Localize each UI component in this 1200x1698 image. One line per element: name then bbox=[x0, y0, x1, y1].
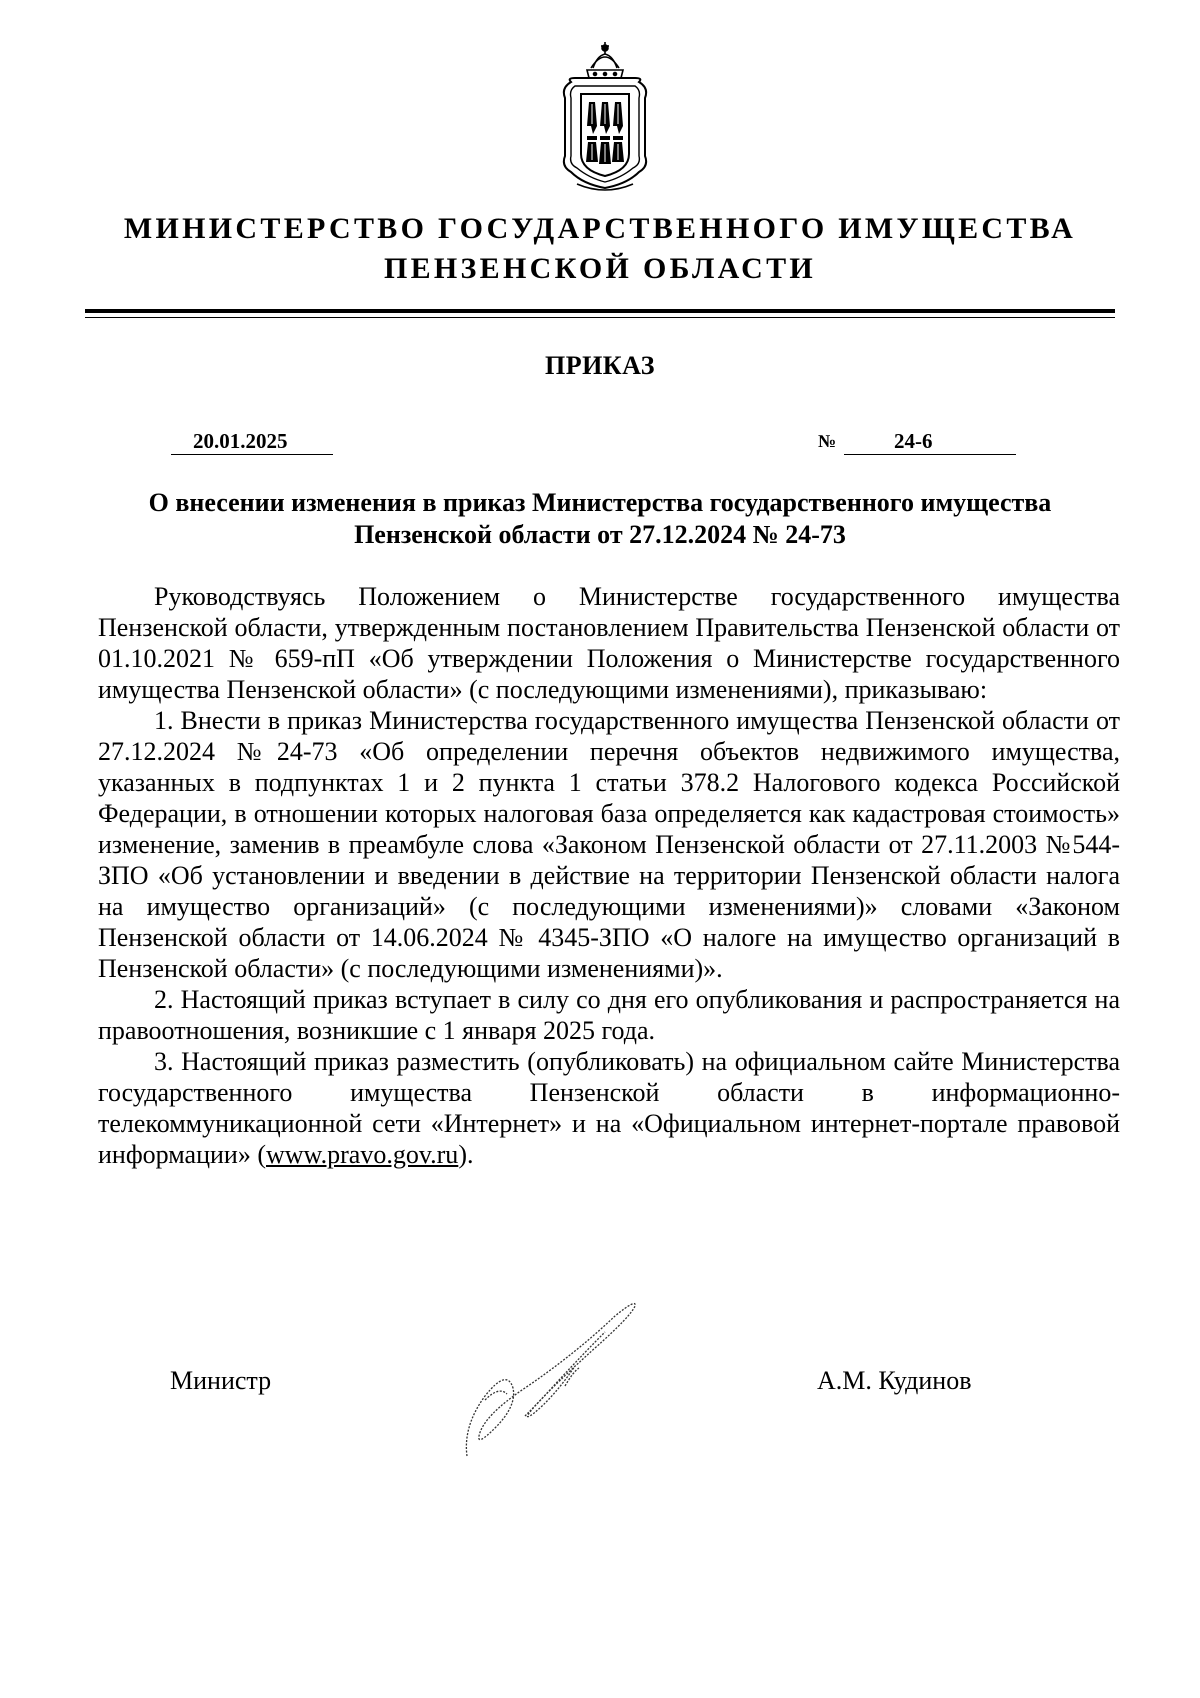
order-date: 20.01.2025 bbox=[171, 428, 333, 455]
ministry-name-line2: ПЕНЗЕНСКОЙ ОБЛАСТИ bbox=[383, 252, 817, 285]
header-rule-thin bbox=[85, 317, 1115, 318]
subject-line2: Пензенской области от 27.12.2024 № 24-73 bbox=[354, 520, 846, 549]
item-3-paragraph bbox=[98, 1046, 1120, 1170]
item-3-end: ). bbox=[458, 1140, 474, 1169]
signatory-role: Министр bbox=[170, 1366, 272, 1395]
handwritten-signature bbox=[455, 1296, 665, 1466]
order-number: 24-6 bbox=[844, 428, 1016, 455]
number-sign: № bbox=[818, 431, 837, 451]
item-1-paragraph: 1. Внести в приказ Министерства государственного имущества Пензенской области от 27.12.2024 №24-73 «Об определении перечня объектов недвижимого имущества, указанных в подпунктах 1 и 2 пункта 1 статьи 378.2 Налогового кодекса Российской Федерации, в отношении которых налоговая база определяется как кадастровая стоимость» изменение, заменив в преамбуле слова «Законом Пензенской области от 27.11.2003 №544-ЗПО «Об установлении и введении в действие на территории Пензенской области налога на имущество организаций» (с последующими изменениями)» словами «Законом Пензенской области от 14.06.2024 № 4345-ЗПО «О налоге на имущество организаций в Пензенской области» (с последующими изменениями)». bbox=[98, 706, 1120, 983]
header-rule-thick bbox=[85, 309, 1115, 313]
ministry-name-line1: МИНИСТЕРСТВО ГОСУДАРСТВЕННОГО ИМУЩЕСТВА bbox=[123, 212, 1077, 245]
order-body bbox=[98, 581, 1120, 1170]
signatory-name: А.М. Кудинов bbox=[817, 1366, 972, 1395]
order-subject bbox=[100, 487, 1100, 551]
coat-of-arms-icon bbox=[557, 38, 653, 196]
item-2-paragraph: 2. Настоящий приказ вступает в силу со дня его опубликования и распространяется на правоотношения, возникшие с 1 января 2025 года. bbox=[98, 985, 1120, 1045]
preamble-paragraph: Руководствуясь Положением о Министерстве государственного имущества Пензенской области, утвержденным постановлением Правительства Пензенской области от 01.10.2021 № 659-пП «Об утверждении Положения о Министерстве государственного имущества Пензенской области» (с последующими изменениями), приказываю: bbox=[98, 582, 1120, 704]
subject-line1: О внесении изменения в приказ Министерства государственного имущества bbox=[148, 488, 1052, 517]
document-type-title: ПРИКАЗ bbox=[544, 351, 656, 380]
item-3-text: 3. Настоящий приказ разместить (опубликовать) на официальном сайте Министерства государственного имущества Пензенской области в информационно-телекоммуникационной сети «Интернет» и на «Официальном интернет-портале правовой информации» ( bbox=[98, 1047, 1120, 1169]
pravo-gov-link[interactable]: www.pravo.gov.ru bbox=[266, 1140, 459, 1169]
